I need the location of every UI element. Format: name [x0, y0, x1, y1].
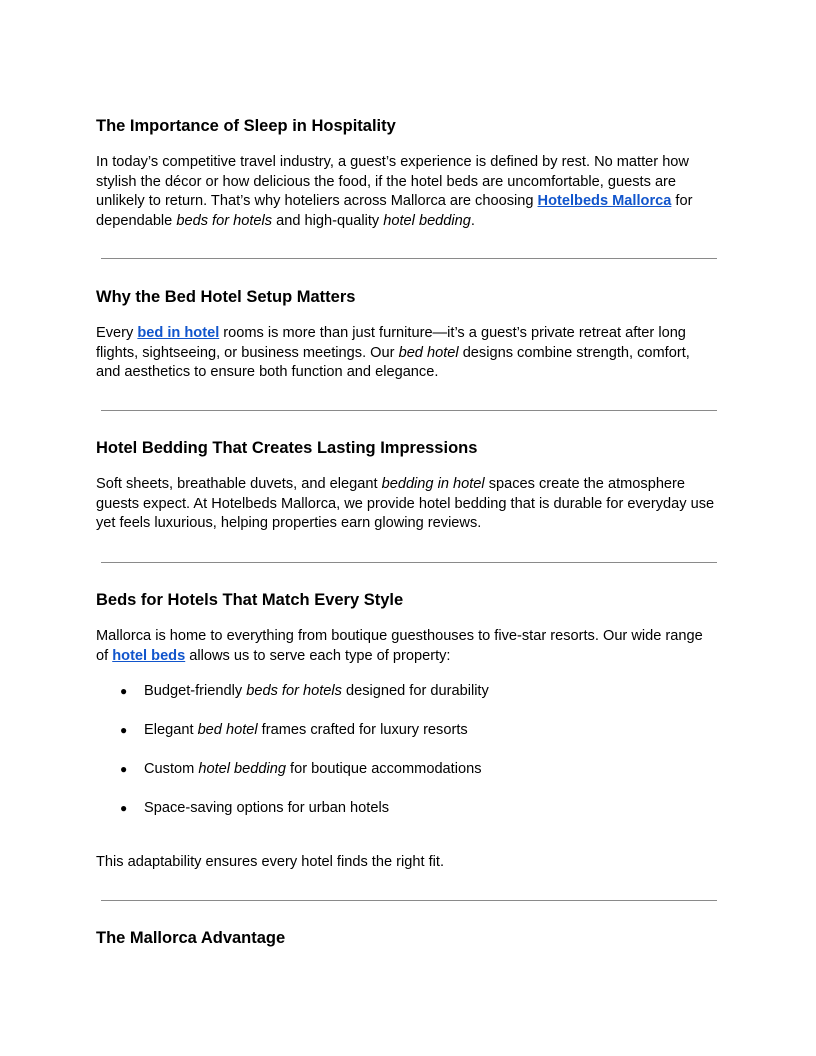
text-line — [96, 475, 722, 495]
paragraph-importance-of-sleep — [96, 153, 722, 231]
bullet-icon: ● — [120, 723, 128, 737]
link-hotel-beds[interactable]: hotel beds — [112, 647, 186, 664]
heading-mallorca-advantage: The Mallorca Advantage — [96, 929, 286, 947]
text-run: Every — [96, 325, 138, 341]
text-line — [96, 647, 722, 667]
section-divider — [101, 410, 717, 411]
heading-hotel-bedding: Hotel Bedding That Creates Lasting Impressions — [96, 439, 478, 457]
emphasis-text: bed hotel — [398, 344, 459, 361]
text-line: stylish the décor or how delicious the food, if the hotel beds are uncomfortable, guests are — [96, 173, 677, 190]
list-item — [96, 760, 489, 799]
list-item — [96, 682, 489, 721]
heading-beds-for-hotels: Beds for Hotels That Match Every Style — [96, 591, 404, 609]
bullet-list — [96, 682, 489, 838]
bullet-icon: ● — [120, 684, 128, 698]
text-run: for boutique accommodations — [286, 761, 482, 777]
text-line — [96, 344, 722, 364]
text-line: guests expect. At Hotelbeds Mallorca, we provide hotel bedding that is durable for everyday use — [96, 495, 715, 512]
text-line: and aesthetics to ensure both function and elegance. — [96, 364, 439, 380]
emphasis-text: beds for hotels — [176, 212, 273, 229]
text-line: Mallorca is home to everything from boutique guesthouses to five-star resorts. Our wide range — [96, 628, 703, 644]
section-divider — [101, 258, 717, 259]
bullet-icon: ● — [120, 762, 128, 776]
bullet-icon: ● — [120, 801, 128, 815]
paragraph-beds-for-hotels — [96, 627, 722, 666]
text-line: In today’s competitive travel industry, a guest’s experience is defined by rest. No matter how — [96, 154, 689, 170]
text-run: frames crafted for luxury resorts — [257, 722, 468, 738]
emphasis-text: hotel bedding — [383, 212, 471, 229]
text-run: designs combine strength, comfort, — [458, 344, 690, 361]
heading-importance-of-sleep: The Importance of Sleep in Hospitality — [96, 117, 396, 135]
text-line — [96, 212, 722, 232]
text-line: yet feels luxurious, helping properties earn glowing reviews. — [96, 515, 482, 531]
emphasis-text: bed hotel — [197, 722, 258, 738]
text-run: of — [96, 647, 113, 664]
text-run: unlikely to return. That’s why hoteliers across Mallorca are choosing — [96, 193, 538, 209]
text-run: dependable — [96, 212, 177, 229]
emphasis-text: beds for hotels — [246, 683, 342, 699]
text-run: for — [671, 193, 693, 209]
text-run: flights, sightseeing, or business meetings. Our — [96, 344, 399, 361]
text-run: designed for durability — [341, 683, 489, 699]
text-run: rooms is more than just furniture—it’s a guest’s private retreat after long — [219, 325, 686, 341]
link-bed-in-hotel[interactable]: bed in hotel — [137, 325, 220, 341]
link-hotelbeds-mallorca[interactable]: Hotelbeds Mallorca — [537, 193, 672, 209]
emphasis-text: bedding in hotel — [381, 476, 485, 492]
text-run: Budget-friendly — [144, 683, 247, 699]
paragraph-bed-hotel-setup — [96, 324, 722, 383]
paragraph-hotel-bedding — [96, 475, 722, 534]
text-line — [96, 192, 722, 212]
text-run: spaces create the atmosphere — [484, 476, 686, 492]
list-item — [96, 721, 489, 760]
text-run: . — [470, 212, 475, 229]
text-line: This adaptability ensures every hotel finds the right fit. — [96, 854, 444, 870]
text-run: Space-saving options for urban hotels — [144, 800, 390, 816]
section-divider — [101, 562, 717, 563]
text-run: Custom — [144, 761, 199, 777]
emphasis-text: hotel bedding — [198, 761, 286, 777]
text-line — [96, 324, 722, 344]
list-item — [96, 799, 489, 838]
text-run: and high-quality — [272, 212, 384, 229]
text-run: Soft sheets, breathable duvets, and elegant — [96, 476, 382, 492]
heading-bed-hotel-setup: Why the Bed Hotel Setup Matters — [96, 288, 356, 306]
text-run: allows us to serve each type of property: — [185, 647, 451, 664]
section-divider — [101, 900, 717, 901]
paragraph-adaptability — [96, 853, 722, 873]
text-run: Elegant — [144, 722, 198, 738]
